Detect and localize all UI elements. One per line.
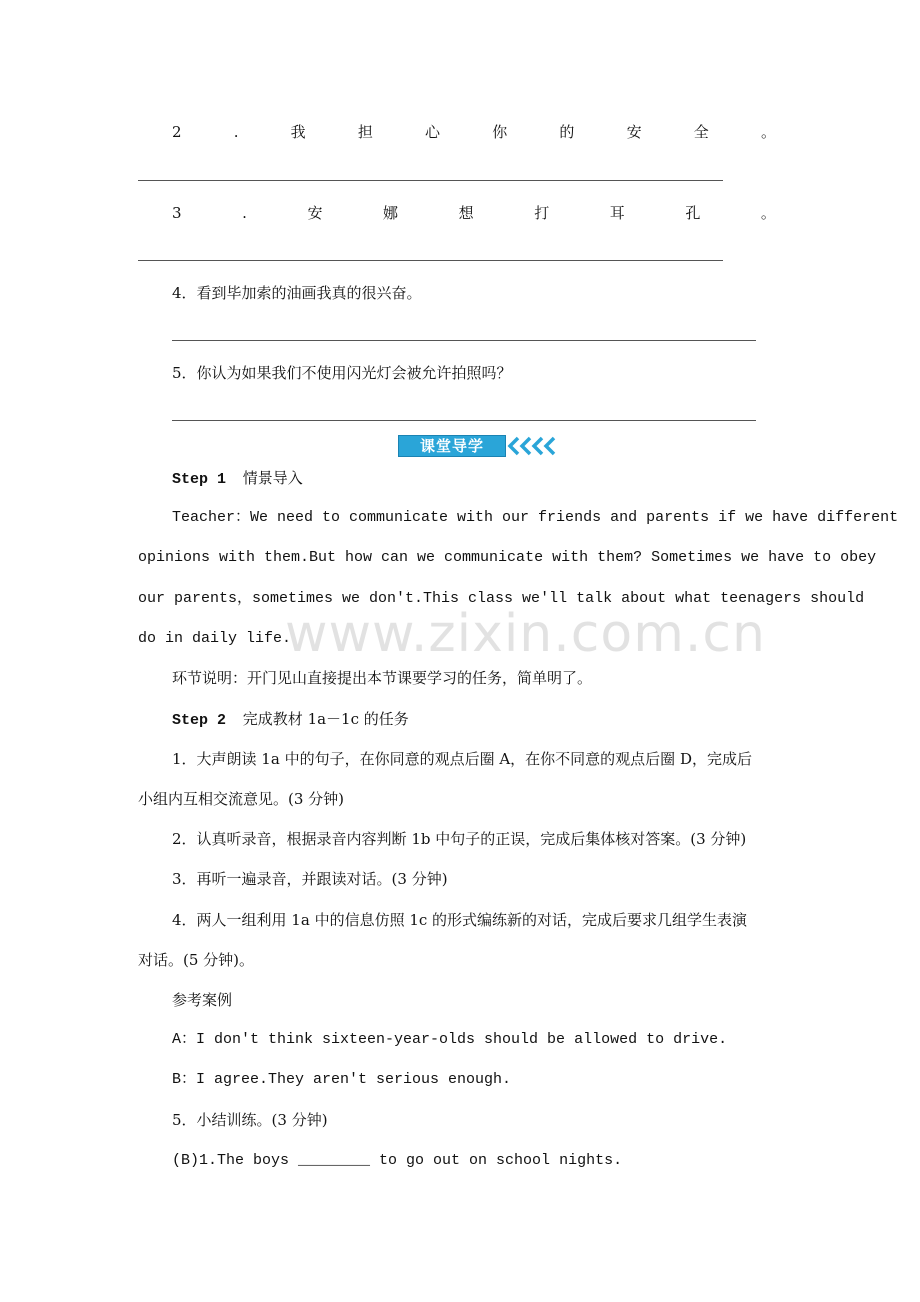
step2-item-5: 5．小结训练。(3 分钟)	[172, 1111, 328, 1129]
q2-char: .	[233, 123, 239, 141]
step2-item-3: 3．再听一遍录音，并跟读对话。(3 分钟)	[172, 870, 448, 888]
q2-char: 的	[559, 123, 575, 141]
step2-title: 完成教材 1a－1c 的任务	[242, 710, 409, 728]
step2-label: Step 2	[172, 712, 227, 729]
q3-char: 。	[760, 204, 776, 222]
answer-line-4	[172, 340, 756, 341]
step1-paragraph-line: opinions with them.But how can we communicate with them? Sometimes we have to obey	[138, 549, 877, 566]
example-b: B：I agree.They aren't serious enough.	[172, 1071, 512, 1088]
step1-paragraph-line: do in daily life.	[138, 630, 292, 647]
answer-line-5	[172, 420, 756, 421]
step2-item-4: 4．两人一组利用 1a 中的信息仿照 1c 的形式编练新的对话，完成后要求几组学生表演	[172, 911, 748, 929]
chevrons-left-icon	[506, 435, 560, 457]
banner-title: 课堂导学	[398, 435, 506, 457]
step2-item-1-cont: 小组内互相交流意见。(3 分钟)	[138, 790, 345, 808]
step1-note: 环节说明：开门见山直接提出本节课要学习的任务，简单明了。	[172, 669, 593, 687]
section-banner	[398, 435, 560, 457]
step2-item-2: 2．认真听录音，根据录音内容判断 1b 中句子的正误，完成后集体核对答案。(3 分钟)	[172, 830, 747, 848]
q2-char: 心	[425, 123, 441, 141]
q3-char: 孔	[685, 204, 701, 222]
step1-title: 情景导入	[242, 469, 303, 487]
q2-char: 安	[626, 123, 642, 141]
question-2	[172, 122, 776, 142]
q3-char: 娜	[383, 204, 399, 222]
q2-char: 担	[357, 123, 373, 141]
step1-label: Step 1	[172, 471, 227, 488]
q2-char: 全	[693, 123, 709, 141]
example-label: 参考案例	[172, 991, 233, 1009]
step2-item-1: 1．大声朗读 1a 中的句子，在你同意的观点后圈 A，在你不同意的观点后圈 D，完成后	[172, 750, 752, 768]
q2-char: 你	[492, 123, 508, 141]
q3-char: 安	[307, 204, 323, 222]
q3-char: 3	[172, 204, 182, 222]
q3-char: 耳	[609, 204, 625, 222]
q3-char: .	[242, 204, 247, 222]
step2-heading	[172, 709, 409, 731]
answer-line-2	[138, 180, 723, 181]
step1-paragraph-line: our parents，sometimes we don't.This class we'll talk about what teenagers should	[138, 590, 865, 607]
watermark: www.zixin.com.cn	[285, 604, 766, 664]
question-5: 5．你认为如果我们不使用闪光灯会被允许拍照吗？	[172, 364, 512, 382]
q3-char: 想	[458, 204, 474, 222]
q2-char: 2	[172, 123, 182, 141]
answer-line-3	[138, 260, 723, 261]
q2-char: 。	[760, 123, 776, 141]
step2-item-4-cont: 对话。(5 分钟)。	[138, 951, 255, 969]
step1-paragraph-line: Teacher：We need to communicate with our friends and parents if we have different	[172, 509, 899, 526]
example-a: A：I don't think sixteen-year-olds should be allowed to drive.	[172, 1031, 728, 1048]
step1-heading	[172, 468, 303, 490]
q2-char: 我	[290, 123, 306, 141]
question-4: 4．看到毕加索的油画我真的很兴奋。	[172, 284, 422, 302]
q3-char: 打	[534, 204, 550, 222]
exercise-b1: (B)1.The boys ________ to go out on school nights.	[172, 1152, 623, 1169]
question-3	[172, 203, 776, 223]
